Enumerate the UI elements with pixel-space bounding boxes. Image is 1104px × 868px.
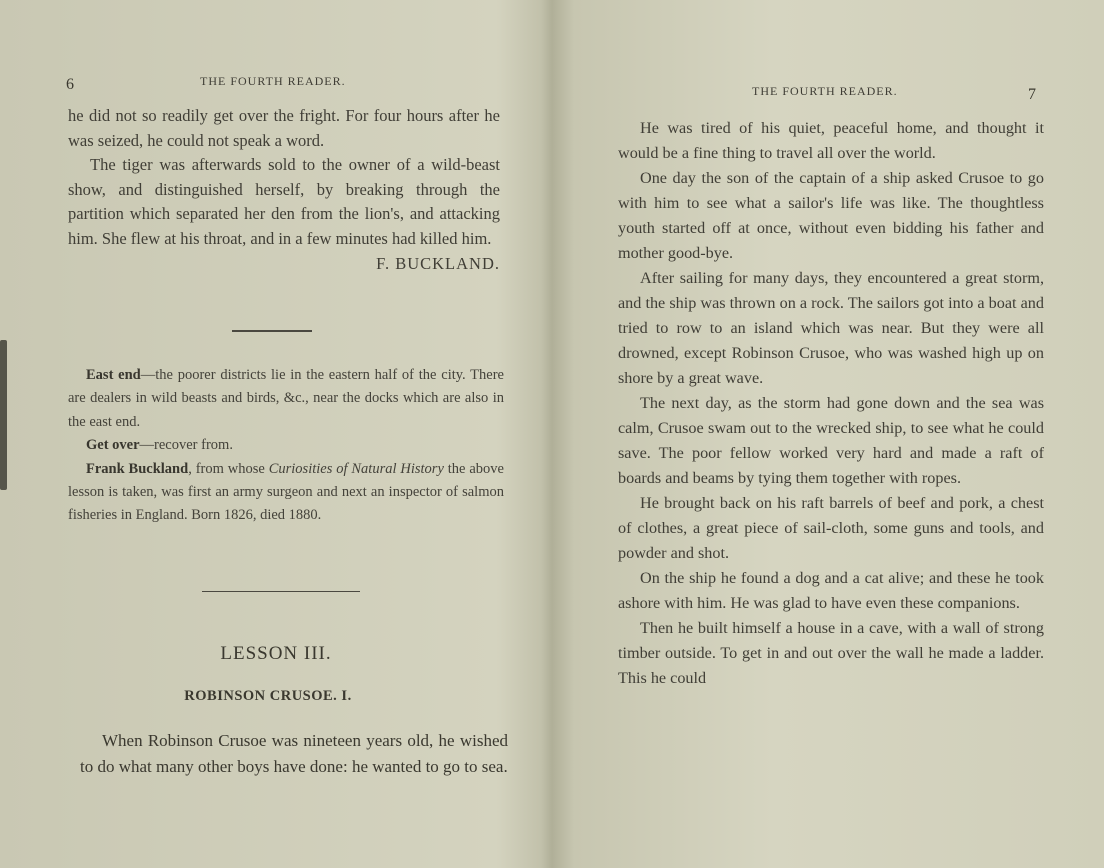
paragraph: When Robinson Crusoe was nineteen years old, he wished to do what many other boys have done: he wanted to go to sea.: [80, 731, 508, 776]
paragraph: On the ship he found a dog and a cat alive; and these he took ashore with him. He was glad to have even these companions.: [618, 569, 1044, 612]
note-text: —the poorer districts lie in the eastern half of the city. There are dealers in wild beasts and birds, &c., near the docks which are also in the east end.: [68, 367, 504, 430]
note-item: [68, 434, 504, 457]
lesson-opening-text: [80, 728, 508, 780]
divider-rule: [232, 330, 312, 332]
note-term: Get over: [86, 437, 140, 454]
page-number-right: 7: [1028, 86, 1036, 103]
note-text: the above lesson is taken, was first an army surgeon and next an inspector of salmon fisheries in England. Born 1826, died 1880.: [68, 460, 504, 524]
paragraph: The next day, as the storm had gone down and the sea was calm, Crusoe swam out to the wrecked ship, to see what he could save. The poor fellow worked very hard and made a raft of boards and beams by tying them together with ropes.: [618, 394, 1044, 487]
running-head-right: THE FOURTH READER.: [752, 84, 898, 98]
note-text: , from whose: [188, 460, 269, 477]
page-number-left: 6: [66, 76, 74, 93]
note-term: Frank Buckland: [86, 460, 189, 477]
right-body-text: [618, 116, 1044, 691]
lesson-title: LESSON III.: [220, 643, 332, 664]
note-item: [68, 364, 504, 434]
note-item: [68, 458, 504, 528]
paragraph: He brought back on his raft barrels of beef and pork, a chest of clothes, a great piece of sail-cloth, some guns and tools, and powder and shot.: [618, 494, 1044, 562]
paragraph: He was tired of his quiet, peaceful home, and thought it would be a fine thing to travel all over the world.: [618, 119, 1044, 162]
paragraph: One day the son of the captain of a ship asked Crusoe to go with him to see what a sailor's life was like. The thoughtless youth started off at once, without even bidding his father and mother good-bye.: [618, 169, 1044, 262]
section-divider-rule: [202, 591, 360, 592]
note-text: —recover from.: [139, 437, 233, 454]
glossary-notes: [68, 364, 504, 528]
paragraph: The tiger was afterwards sold to the owner of a wild-beast show, and distinguished herself, by breaking through the partition which separated her den from the lion's, and attacking him. She flew at his throat, and in a few minutes had killed him.: [68, 155, 500, 248]
left-body-text: [68, 104, 500, 276]
book-title: Curiosities of Natural History: [268, 460, 444, 477]
lesson-subtitle: ROBINSON CRUSOE. I.: [184, 688, 352, 704]
paragraph: Then he built himself a house in a cave, with a wall of strong timber outside. To get in and out over the wall he made a ladder. This he could: [618, 619, 1044, 687]
paragraph: After sailing for many days, they encountered a great storm, and the ship was thrown on a rock. The sailors got into a boat and tried to row to an island which was near. But they were all drowned, except Robinson Crusoe, who was washed high up on shore by a great wave.: [618, 269, 1044, 387]
author-signature: F. BUCKLAND.: [376, 253, 500, 273]
note-term: East end: [86, 367, 141, 383]
paragraph: he did not so readily get over the fright. For four hours after he was seized, he could not speak a word.: [68, 106, 500, 150]
running-head-left: THE FOURTH READER.: [200, 74, 346, 88]
right-page: [552, 0, 1104, 868]
